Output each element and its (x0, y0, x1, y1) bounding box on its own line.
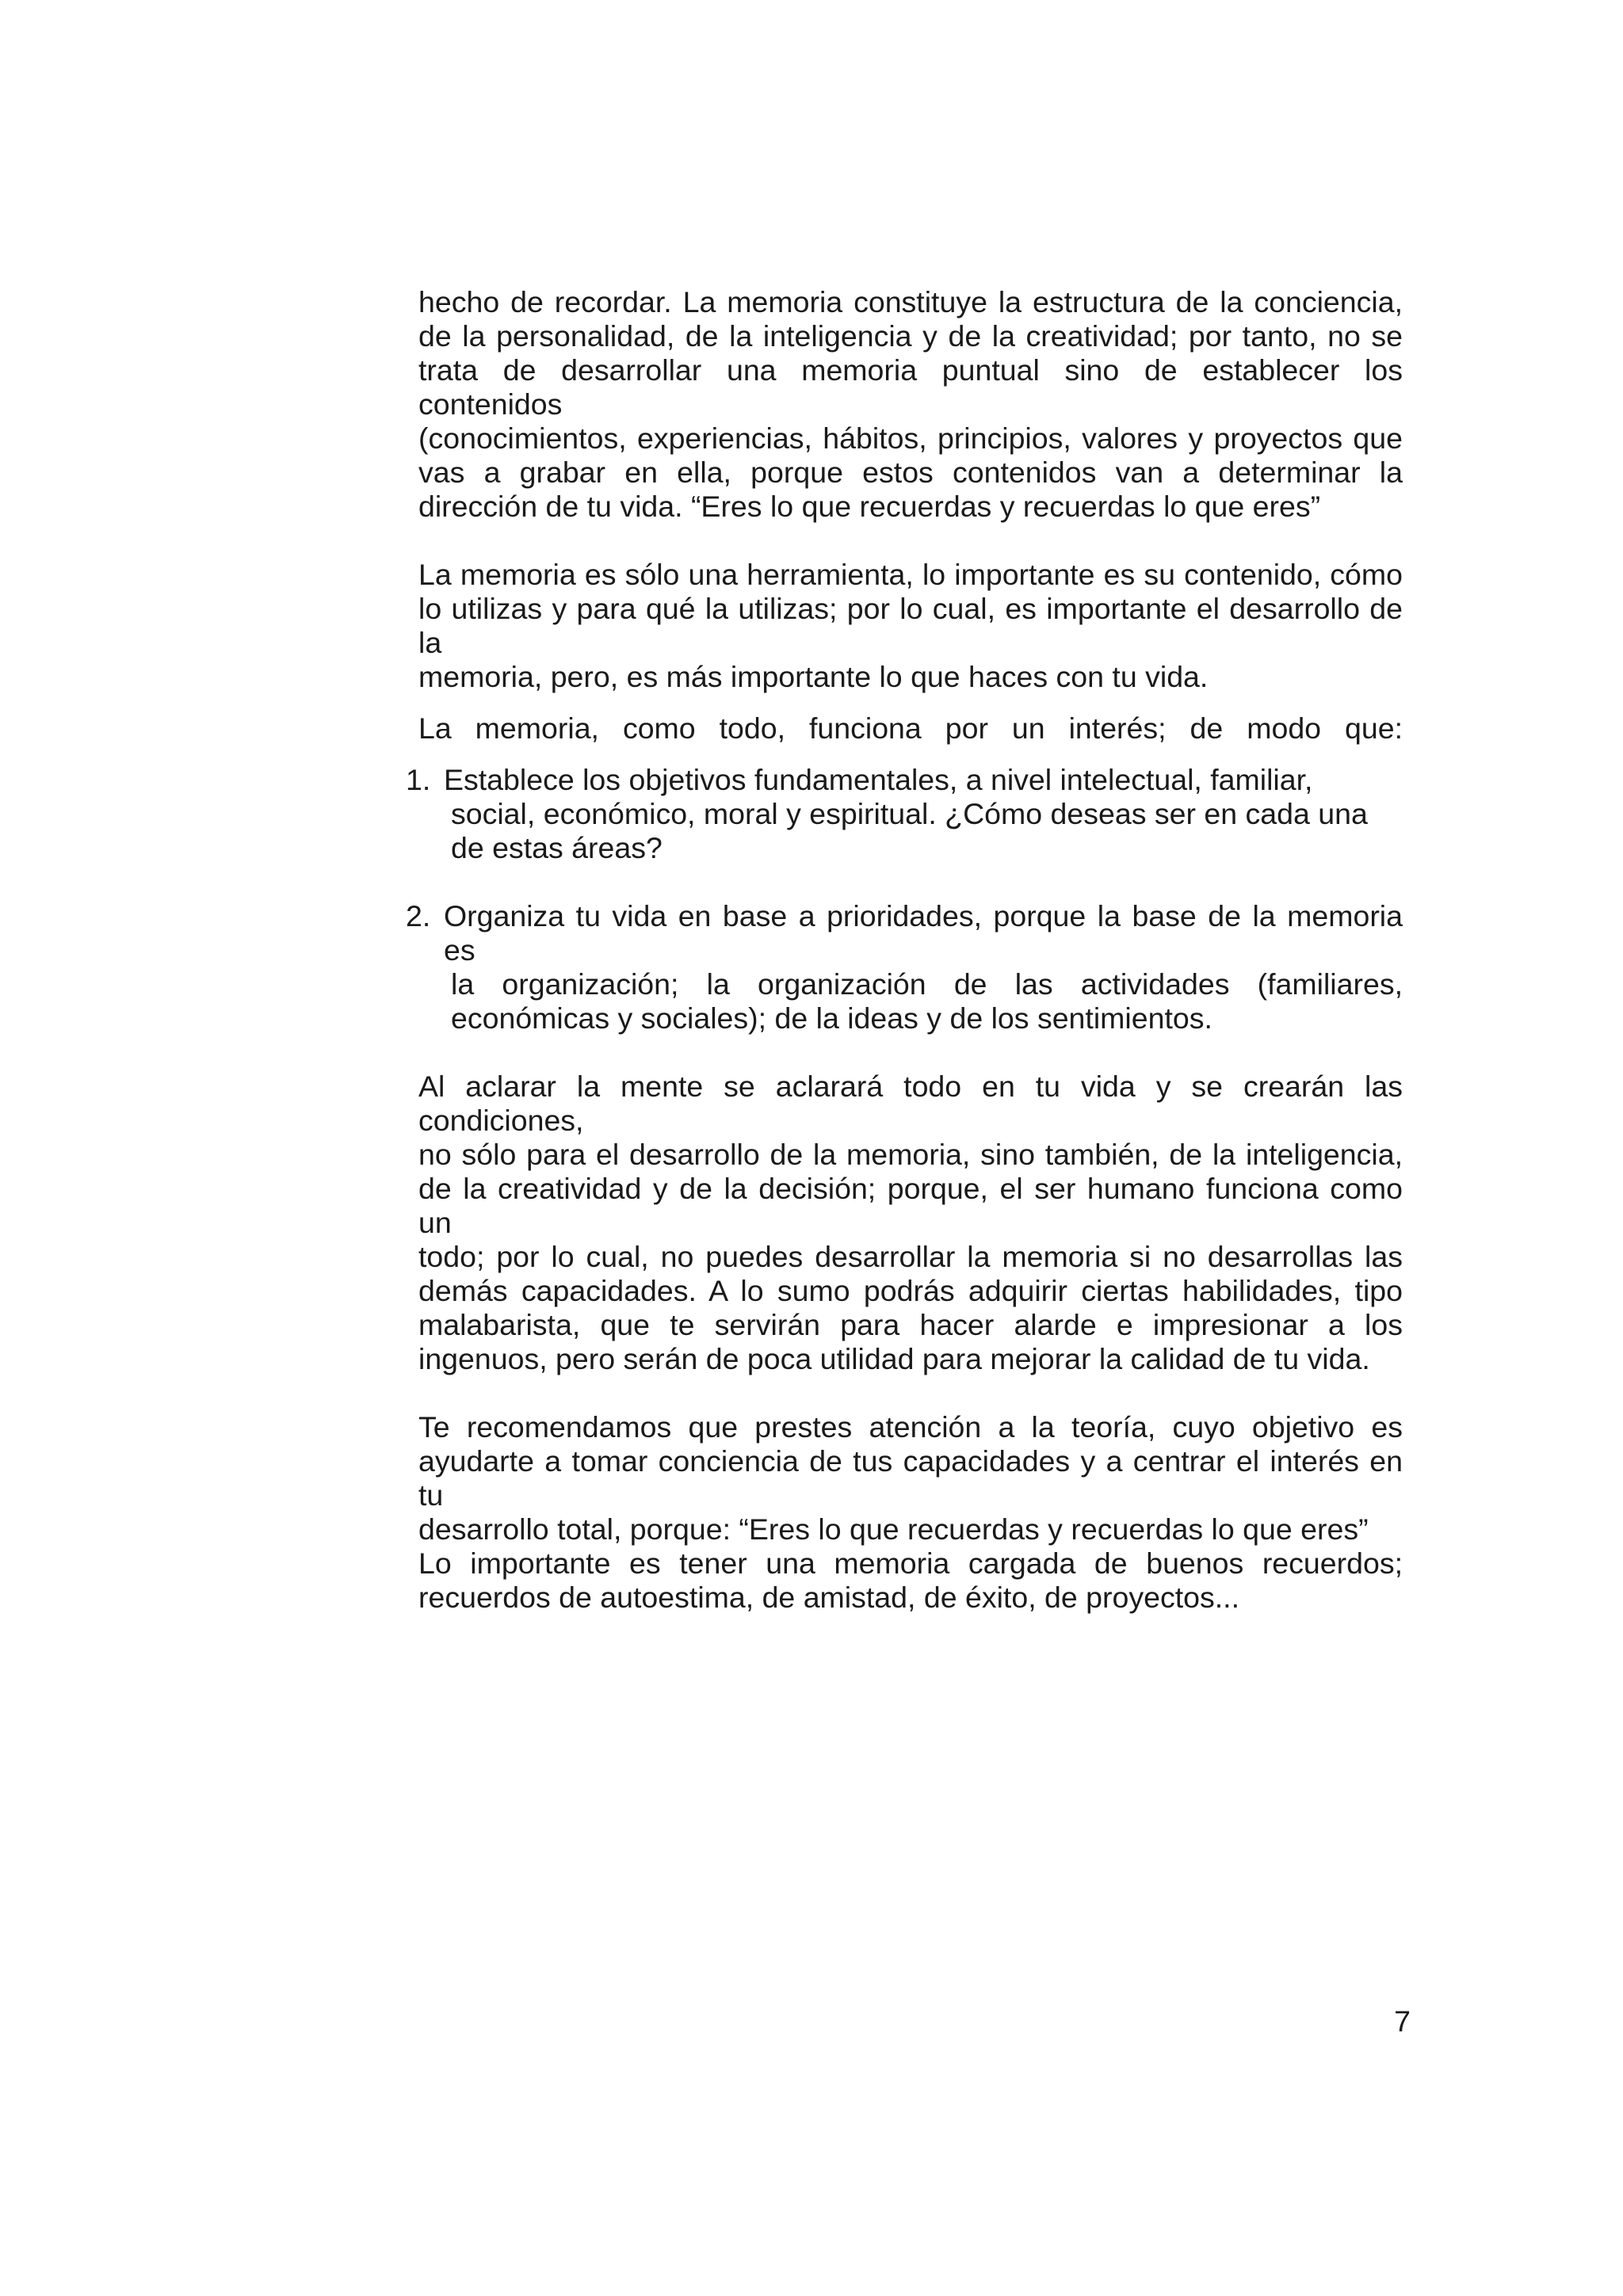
text-line: (conocimientos, experiencias, hábitos, principios, valores y proyectos que (418, 421, 1403, 455)
text-line: Lo importante es tener una memoria cargada de buenos recuerdos; (418, 1547, 1403, 1580)
text-line: todo; por lo cual, no puedes desarrollar la memoria si no desarrollas las (418, 1240, 1403, 1273)
text-line: Al aclarar la mente se aclarará todo en tu vida y se crearán las condiciones, (418, 1070, 1403, 1137)
text-line: Organiza tu vida en base a prioridades, porque la base de la memoria es (444, 899, 1403, 967)
page-number: 7 (1394, 2004, 1411, 2038)
text-line: social, económico, moral y espiritual. ¿Cómo deseas ser en cada una (451, 797, 1368, 830)
text-line: económicas y sociales); de la ideas y de los sentimientos. (451, 1001, 1212, 1035)
text-line: demás capacidades. A lo sumo podrás adquirir ciertas habilidades, tipo (418, 1274, 1403, 1307)
text-line: memoria, pero, es más importante lo que haces con tu vida. (418, 660, 1209, 693)
paragraph-2 (418, 558, 1403, 694)
list-item-2 (406, 899, 1403, 1035)
text-line: La memoria, como todo, funciona por un interés; de modo que: (418, 711, 1403, 745)
paragraph-5 (418, 1410, 1403, 1615)
text-line: dirección de tu vida. “Eres lo que recuerdas y recuerdas lo que eres” (418, 490, 1321, 523)
text-line: desarrollo total, porque: “Eres lo que recuerdas y recuerdas lo que eres” (418, 1512, 1369, 1546)
text-line: lo utilizas y para qué la utilizas; por lo cual, es importante el desarrollo de la (418, 592, 1403, 659)
body-text (406, 285, 1403, 1615)
text-line: la organización; la organización de las actividades (familiares, (451, 967, 1403, 1001)
text-line: trata de desarrollar una memoria puntual sino de establecer los contenidos (418, 353, 1403, 421)
text-line: La memoria es sólo una herramienta, lo importante es su contenido, cómo (418, 558, 1403, 591)
paragraph-1 (418, 285, 1403, 524)
text-line: no sólo para el desarrollo de la memoria, sino también, de la inteligencia, (418, 1138, 1403, 1171)
text-line: ingenuos, pero serán de poca utilidad para mejorar la calidad de tu vida. (418, 1342, 1370, 1375)
numbered-list (406, 763, 1403, 1035)
text-line: Te recomendamos que prestes atención a la teoría, cuyo objetivo es (418, 1410, 1403, 1444)
list-item-1 (406, 763, 1403, 865)
text-line: de estas áreas? (451, 831, 663, 864)
text-line: recuerdos de autoestima, de amistad, de éxito, de proyectos... (418, 1581, 1239, 1614)
text-line: ayudarte a tomar conciencia de tus capacidades y a centrar el interés en tu (418, 1444, 1403, 1512)
list-number: 1. (406, 763, 431, 796)
text-line: Establece los objetivos fundamentales, a nivel intelectual, familiar, (444, 763, 1313, 796)
text-line: malabarista, que te servirán para hacer alarde e impresionar a los (418, 1308, 1403, 1341)
paragraph-4 (418, 1070, 1403, 1376)
text-line: hecho de recordar. La memoria constituye la estructura de la conciencia, (418, 285, 1403, 318)
text-line: de la creatividad y de la decisión; porque, el ser humano funciona como un (418, 1172, 1403, 1239)
paragraph-3 (418, 711, 1403, 746)
text-line: de la personalidad, de la inteligencia y de la creatividad; por tanto, no se (418, 319, 1403, 353)
list-number: 2. (406, 899, 431, 933)
text-line: vas a grabar en ella, porque estos contenidos van a determinar la (418, 456, 1403, 489)
